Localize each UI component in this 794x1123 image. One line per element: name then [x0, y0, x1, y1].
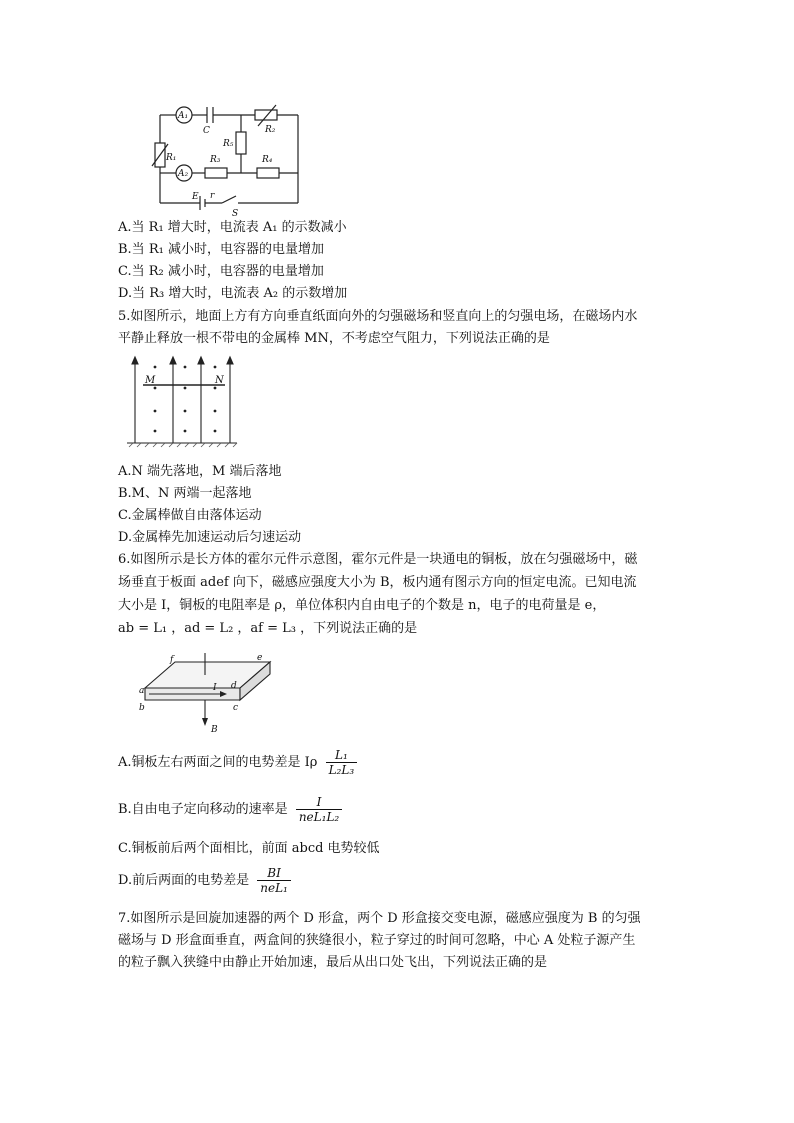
q6-option-b	[118, 795, 342, 824]
q5-option-a: A.N 端先落地，M 端后落地	[118, 464, 282, 479]
corner-f-label: f	[170, 655, 174, 665]
q6-option-c: C.铜板前后两个面相比，前面 abcd 电势较低	[118, 841, 380, 856]
fraction-denominator: neL₁	[260, 881, 288, 895]
ammeter-a2-label: A₂	[178, 169, 189, 179]
emf-label: E	[192, 192, 199, 202]
q6-stem-line1: 6.如图所示是长方体的霍尔元件示意图，霍尔元件是一块通电的铜板，放在匀强磁场中，磁	[118, 552, 638, 567]
q6-option-d-fraction	[257, 866, 291, 895]
q6-stem-line3: 大小是 I，铜板的电阻率是 ρ，单位体积内自由电子的个数是 n，电子的电荷量是 e，	[118, 598, 606, 613]
q6-option-a-fraction	[326, 748, 358, 777]
q6-option-a-text: A.铜板左右两面之间的电势差是 Iρ	[118, 755, 318, 770]
r2-label: R₂	[265, 125, 276, 135]
r1-label: R₁	[166, 153, 177, 163]
switch-label: S	[232, 209, 239, 219]
q4-option-b: B.当 R₁ 减小时，电容器的电量增加	[118, 242, 324, 257]
current-i-label: I	[213, 683, 217, 693]
q4-option-a: A.当 R₁ 增大时，电流表 A₁ 的示数减小	[118, 220, 347, 235]
hall-element-diagram	[135, 648, 280, 738]
q5-stem-line1: 5.如图所示，地面上方有方向垂直纸面向外的匀强磁场和竖直向上的匀强电场，在磁场内水	[118, 309, 638, 324]
fraction-numerator: BI	[257, 866, 291, 881]
q6-option-b-text: B.自由电子定向移动的速率是	[118, 802, 288, 817]
ammeter-a1-label: A₁	[178, 111, 189, 121]
q7-stem-line3: 的粒子飘入狭缝中由静止开始加速，最后从出口处飞出，下列说法正确的是	[118, 955, 548, 970]
corner-c-label: c	[233, 703, 239, 713]
q6-stem-line4: ab = L₁ ，ad = L₂ ，af = L₃ ，下列说法正确的是	[118, 621, 418, 636]
q7-stem-line1: 7.如图所示是回旋加速器的两个 D 形盒，两个 D 形盒接交变电源，磁感应强度为 B 的匀强	[118, 911, 641, 926]
corner-b-label: b	[139, 703, 145, 713]
capacitor-label: C	[203, 126, 210, 136]
q4-option-d: D.当 R₃ 增大时，电流表 A₂ 的示数增加	[118, 286, 348, 301]
corner-a-label: a	[139, 686, 145, 696]
rod-n-label: N	[215, 375, 224, 386]
q6-option-a	[118, 748, 357, 777]
fraction-numerator: L₁	[326, 748, 358, 763]
q6-option-d	[118, 866, 291, 895]
magnetic-field-diagram	[125, 355, 240, 455]
q5-option-c: C.金属棒做自由落体运动	[118, 508, 262, 523]
r5-label: R₅	[223, 139, 234, 149]
q5-stem-line2: 平静止释放一根不带电的金属棒 MN，不考虑空气阻力，下列说法正确的是	[118, 331, 550, 346]
q6-option-d-text: D.前后两面的电势差是	[118, 873, 250, 888]
field-b-label: B	[211, 725, 218, 735]
corner-e-label: e	[257, 653, 263, 663]
r3-label: R₃	[210, 155, 221, 165]
r4-label: R₄	[262, 155, 273, 165]
q5-option-d: D.金属棒先加速运动后匀速运动	[118, 530, 302, 545]
fraction-numerator: I	[296, 795, 342, 810]
q6-option-b-fraction	[296, 795, 342, 824]
fraction-denominator: neL₁L₂	[298, 810, 340, 824]
q6-stem-line2: 场垂直于板面 adef 向下，磁感应强度大小为 B，板内通有图示方向的恒定电流。已知电流	[118, 575, 637, 590]
corner-d-label: d	[231, 681, 237, 691]
q4-option-c: C.当 R₂ 减小时，电容器的电量增加	[118, 264, 324, 279]
q7-stem-line2: 磁场与 D 形盒面垂直，两盒间的狭缝很小，粒子穿过的时间可忽略，中心 A 处粒子源产生	[118, 933, 636, 948]
internal-r-label: r	[210, 191, 215, 201]
q5-option-b: B.M、N 两端一起落地	[118, 486, 252, 501]
rod-m-label: M	[145, 375, 156, 386]
fraction-denominator: L₂L₃	[328, 763, 355, 777]
circuit-diagram	[150, 100, 310, 220]
